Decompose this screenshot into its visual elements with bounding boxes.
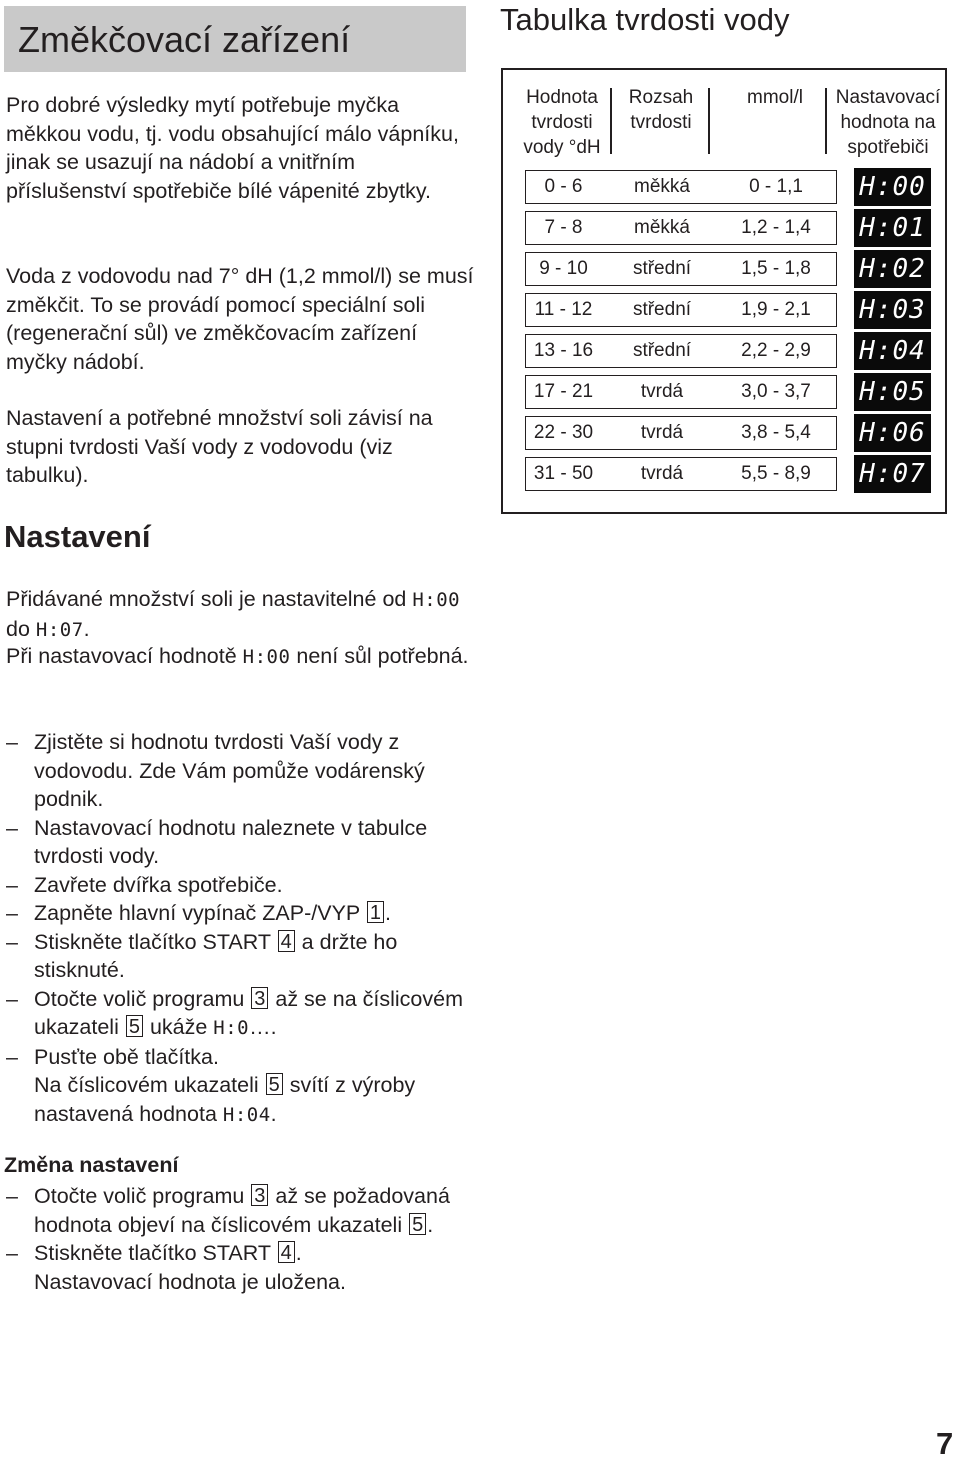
step-text: až se na číslicovém ukazateli: [34, 986, 463, 1039]
cell-range: tvrdá: [640, 463, 684, 484]
list-item: [6, 1239, 486, 1296]
dash-bullet: –: [6, 872, 18, 897]
step-text: .: [427, 1212, 434, 1237]
setting-display-cell: H:02: [854, 250, 931, 288]
display-code-max: H:07: [35, 618, 84, 641]
control-number-box: 5: [266, 1073, 283, 1095]
settings-p2-text: Při nastavovací hodnotě: [6, 644, 243, 668]
settings-steps-list: [6, 728, 486, 1129]
list-item: [6, 728, 486, 814]
cell-mmol: 5,5 - 8,9: [741, 463, 811, 484]
page-number: 7: [936, 1426, 954, 1461]
display-code-min: H:00: [412, 589, 461, 611]
step-text: Zavřete dvířka spotřebiče.: [34, 872, 283, 897]
dash-bullet: –: [6, 730, 18, 754]
table-row: [525, 375, 837, 409]
page-title: Změkčovací zařízení: [18, 19, 351, 60]
list-item: [6, 899, 486, 928]
cell-range: střední: [632, 258, 692, 279]
header-hardness-range: Rozsah tvrdosti: [628, 87, 694, 133]
dash-bullet: –: [6, 1184, 18, 1208]
list-item: [6, 871, 486, 900]
cell-mmol: 3,0 - 3,7: [741, 381, 811, 402]
step-text: až se požadovaná hodnota objeví na číslicovém ukazateli: [34, 1184, 450, 1237]
list-item: [6, 814, 486, 871]
cell-dh: 9 - 10: [539, 258, 588, 279]
table-row: [525, 293, 837, 327]
settings-paragraph-2: [6, 642, 476, 672]
control-number-box: 3: [251, 1184, 268, 1206]
list-item: [6, 985, 486, 1043]
table-row: [525, 170, 837, 204]
cell-mmol: 1,2 - 1,4: [741, 217, 811, 238]
dash-bullet: –: [6, 901, 18, 925]
step-text: Pusťte obě tlačítka.: [34, 1044, 219, 1069]
cell-range: tvrdá: [640, 422, 684, 443]
intro-paragraph-1: Pro dobré výsledky mytí potřebuje myčka měkkou vodu, tj. vodu obsahující málo vápníku, jinak se usazují na nádobí a vnitřním příslušenství spotřebiče bílé vápenité zbytky.: [6, 93, 459, 203]
step-text: Zapněte hlavní vypínač ZAP-/VYP: [34, 901, 366, 925]
header-separator: [610, 88, 612, 154]
list-item: [6, 1043, 486, 1130]
step-text: Zjistěte si hodnotu tvrdosti Vaší vody z vodovodu. Zde Vám pomůže vodárenský podnik.: [34, 730, 425, 811]
setting-display-cell: H:04: [854, 332, 931, 370]
control-number-box: 5: [409, 1213, 426, 1235]
setting-display-cell: H:03: [854, 291, 931, 329]
setting-display-cell: H:00: [854, 168, 931, 206]
intro-paragraph-2: Voda z vodovodu nad 7° dH (1,2 mmol/l) se musí změkčit. To se provádí pomocí speciální soli (regenerační sůl) ve změkčovacím zařízení myčky nádobí.: [6, 264, 474, 374]
cell-range: tvrdá: [640, 381, 684, 402]
water-hardness-table: [501, 68, 947, 514]
control-number-box: 1: [367, 901, 384, 923]
cell-range: střední: [632, 299, 692, 320]
step-text: Otočte volič programu: [34, 1184, 251, 1208]
cell-range: měkká: [634, 176, 690, 197]
header-mmol: mmol/l: [747, 87, 803, 108]
dash-bullet: –: [6, 1044, 18, 1069]
cell-dh: 13 - 16: [533, 340, 594, 361]
header-separator: [825, 88, 827, 154]
setting-display-cell: H:07: [854, 455, 931, 493]
section-title-bar: [4, 6, 466, 72]
step-text: Stiskněte tlačítko START: [34, 929, 277, 954]
settings-heading: Nastavení: [4, 519, 151, 554]
cell-dh: 17 - 21: [533, 381, 594, 402]
dash-bullet: –: [6, 986, 18, 1011]
step-text: Stiskněte tlačítko START: [34, 1241, 277, 1265]
settings-p2-text: není sůl potřebná.: [290, 644, 469, 668]
change-settings-heading: Změna nastavení: [4, 1153, 179, 1177]
step-text: Na číslicovém ukazateli: [34, 1073, 265, 1097]
list-item: [6, 928, 486, 985]
cell-mmol: 1,9 - 2,1: [741, 299, 811, 320]
control-number-box: 3: [251, 987, 268, 1009]
cell-mmol: 1,5 - 1,8: [741, 258, 811, 279]
header-separator: [708, 88, 710, 154]
settings-p1-text: .: [83, 616, 90, 641]
setting-display-cell: H:05: [854, 373, 931, 411]
table-row: [525, 211, 837, 245]
display-code: H:0: [213, 1017, 250, 1039]
intro-paragraph-3: Nastavení a potřebné množství soli závisí na stupni tvrdosti Vaší vody z vodovodu (viz tabulku).: [6, 406, 433, 487]
step-text: ….: [249, 1015, 277, 1039]
header-hardness-value: Hodnota tvrdosti vody °dH: [523, 87, 601, 158]
settings-paragraph-1: [6, 585, 476, 644]
dash-bullet: –: [6, 929, 18, 954]
setting-display-cell: H:06: [854, 414, 931, 452]
step-text: ukáže: [143, 1015, 214, 1039]
settings-p1-text: do: [6, 616, 36, 641]
step-text: Nastavovací hodnotu naleznete v tabulce tvrdosti vody.: [34, 815, 428, 868]
step-text: .: [384, 901, 391, 925]
cell-mmol: 3,8 - 5,4: [741, 422, 811, 443]
change-steps-list: [6, 1182, 486, 1296]
dash-bullet: –: [6, 1241, 18, 1265]
display-code-none: H:00: [242, 646, 291, 668]
display-code: H:04: [222, 1103, 271, 1126]
cell-dh: 7 - 8: [544, 217, 583, 238]
cell-range: střední: [632, 340, 692, 361]
cell-mmol: 0 - 1,1: [749, 176, 803, 197]
step-text: .: [270, 1101, 277, 1126]
cell-range: měkká: [634, 217, 690, 238]
cell-dh: 31 - 50: [533, 463, 594, 484]
step-text: svítí z výroby nastavená hodnota: [34, 1073, 416, 1126]
setting-display-cell: H:01: [854, 209, 931, 247]
table-row: [525, 252, 837, 286]
table-title: Tabulka tvrdosti vody: [500, 2, 790, 37]
control-number-box: 4: [278, 930, 295, 952]
cell-mmol: 2,2 - 2,9: [741, 340, 811, 361]
step-text: .: [295, 1241, 302, 1265]
step-text: a držte ho stisknuté.: [34, 929, 398, 982]
cell-dh: 22 - 30: [533, 422, 594, 443]
control-number-box: 4: [278, 1241, 295, 1263]
step-text: Otočte volič programu: [34, 986, 251, 1011]
cell-dh: 11 - 12: [534, 299, 593, 320]
control-number-box: 5: [126, 1015, 143, 1037]
dash-bullet: –: [6, 815, 18, 840]
cell-dh: 0 - 6: [544, 176, 583, 197]
settings-p1-text: Přidávané množství soli je nastavitelné od: [6, 587, 413, 611]
list-item: [6, 1182, 486, 1239]
header-setting: Nastavovací hodnota na spotřebiči: [835, 87, 941, 158]
table-row: [525, 334, 837, 368]
table-row: [525, 416, 837, 450]
step-text: Nastavovací hodnota je uložena.: [34, 1269, 346, 1294]
table-row: [525, 457, 837, 491]
